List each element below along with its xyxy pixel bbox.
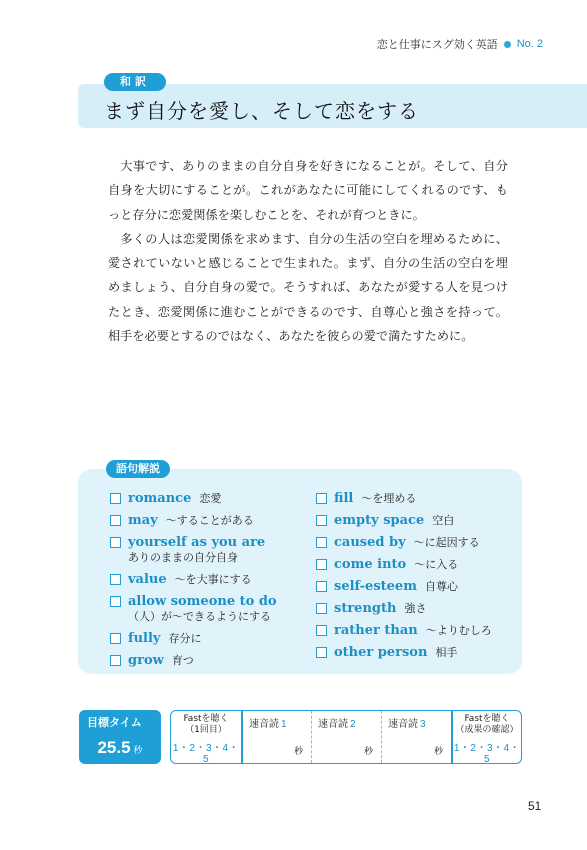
log-fast-first-counts: 1・2・3・4・5 (172, 743, 240, 765)
running-head (377, 36, 543, 52)
vocab-meaning: 〜を埋める (361, 492, 417, 505)
checkbox-icon[interactable] (316, 625, 327, 636)
checkbox-icon[interactable] (316, 537, 327, 548)
vocab-term: other person (334, 645, 428, 660)
vocab-item (110, 592, 277, 625)
target-time-label: 目標タイム (79, 710, 161, 736)
vocab-term: rather than (334, 623, 418, 638)
vocab-meaning: 育つ (171, 654, 194, 667)
bullet-dot-icon (504, 41, 511, 48)
checkbox-icon[interactable] (316, 515, 327, 526)
checkbox-icon[interactable] (316, 559, 327, 570)
vocab-item (316, 643, 492, 661)
vocab-term: come into (334, 557, 407, 572)
log-fast-first[interactable] (171, 711, 241, 763)
log-speed-number: 2 (350, 719, 356, 730)
vocab-term: strength (334, 601, 397, 616)
vocab-item (316, 533, 492, 551)
paragraph: 大事です、ありのままの自分自身を好きになることが。そして、自分自身を大切にすることが。これがあなたに可能にしてくれるのです、もっと存分に恋愛関係を楽しむことを、それが育つときに。 (108, 159, 508, 222)
translation-tag: 和訳 (104, 73, 166, 91)
checkbox-icon[interactable] (316, 581, 327, 592)
log-speed-2[interactable] (311, 711, 381, 763)
vocab-term: grow (128, 653, 164, 668)
vocab-term: self-esteem (334, 579, 417, 594)
log-fast-last-label: Fastを聴く (464, 714, 510, 724)
log-speed-1[interactable] (241, 711, 311, 763)
checkbox-icon[interactable] (110, 596, 121, 607)
checkbox-icon[interactable] (316, 647, 327, 658)
vocab-column-left (110, 489, 277, 673)
log-fast-first-label: Fastを聴く (183, 714, 229, 724)
log-speed-number: 3 (420, 719, 426, 730)
log-speed-unit: 秒 (433, 747, 443, 757)
vocab-item (316, 599, 492, 617)
vocab-meaning: 〜することがある (165, 514, 254, 527)
vocab-meaning: 〜よりむしろ (425, 624, 492, 637)
vocab-term: romance (128, 491, 192, 506)
vocab-meaning: （人）が〜できるようにする (128, 610, 271, 623)
checkbox-icon[interactable] (110, 515, 121, 526)
vocab-meaning: 強さ (404, 602, 427, 615)
series-title: 恋と仕事にスグ効く英語 (376, 38, 498, 51)
vocab-item (316, 555, 492, 573)
vocab-item (110, 511, 277, 529)
vocab-item (110, 629, 277, 647)
target-time-unit: 秒 (133, 746, 143, 756)
vocab-term: fill (334, 491, 354, 506)
log-fast-last[interactable] (451, 711, 521, 763)
checkbox-icon[interactable] (110, 633, 121, 644)
log-speed-3[interactable] (381, 711, 451, 763)
log-fast-last-counts: 1・2・3・4・5 (453, 743, 521, 765)
vocab-meaning: 〜を大事にする (174, 573, 252, 586)
target-time-value (79, 736, 161, 764)
checkbox-icon[interactable] (110, 537, 121, 548)
vocab-meaning: ありのままの自分自身 (128, 551, 238, 564)
vocab-item (110, 570, 277, 588)
vocab-term: may (128, 513, 158, 528)
vocab-item (316, 577, 492, 595)
vocab-column-right (316, 489, 492, 665)
vocab-item (316, 511, 492, 529)
log-speed-label: 速音読 (388, 719, 418, 730)
checkbox-icon[interactable] (110, 655, 121, 666)
vocab-term: value (128, 572, 167, 587)
vocab-item (110, 651, 277, 669)
log-speed-unit: 秒 (363, 747, 373, 757)
vocab-meaning: 〜に入る (414, 558, 459, 571)
paragraph: 多くの人は恋愛関係を求めます、自分の生活の空白を埋めるために、愛されていないと感じることで生まれた。まず、自分の生活の空白を埋めましょう、自分自身の愛で。そうすれば、あなたが愛する人を見つけたとき、恋愛関係に進むことができるのです、自尊心と強さを持って。相手を必要とするのではなく、あなたを彼らの愛で満たすために。 (108, 231, 508, 344)
target-time-number: 25.5 (97, 738, 131, 757)
vocab-meaning: 〜に起因する (413, 536, 480, 549)
vocab-term: yourself as you are (128, 535, 266, 550)
log-speed-unit: 秒 (293, 747, 303, 757)
vocab-meaning: 存分に (168, 632, 202, 645)
page-number: 51 (528, 799, 542, 813)
vocab-term: allow someone to do (128, 594, 277, 609)
checkbox-icon[interactable] (316, 603, 327, 614)
checkbox-icon[interactable] (110, 574, 121, 585)
vocab-meaning: 相手 (435, 646, 458, 659)
vocab-meaning: 恋愛 (199, 492, 222, 505)
log-speed-label: 速音読 (318, 719, 348, 730)
vocab-tag: 語句解説 (106, 460, 170, 478)
log-speed-number: 1 (281, 719, 287, 730)
vocab-item (316, 489, 492, 507)
vocab-meaning: 自尊心 (424, 580, 458, 593)
page-title: まず自分を愛し、そして恋をする (104, 99, 419, 123)
log-fast-first-sub: （1回目） (185, 725, 227, 735)
practice-log (170, 710, 522, 764)
lesson-number: No. 2 (516, 38, 543, 50)
vocab-item (316, 621, 492, 639)
checkbox-icon[interactable] (110, 493, 121, 504)
vocab-item (110, 489, 277, 507)
vocab-item (110, 533, 277, 566)
checkbox-icon[interactable] (316, 493, 327, 504)
vocab-term: empty space (334, 513, 425, 528)
log-speed-label: 速音読 (249, 719, 279, 730)
log-fast-last-sub: （成果の確認） (455, 725, 519, 735)
vocab-term: caused by (334, 535, 406, 550)
vocab-meaning: 空白 (432, 514, 455, 527)
translation-body (108, 154, 508, 348)
vocab-term: fully (128, 631, 161, 646)
